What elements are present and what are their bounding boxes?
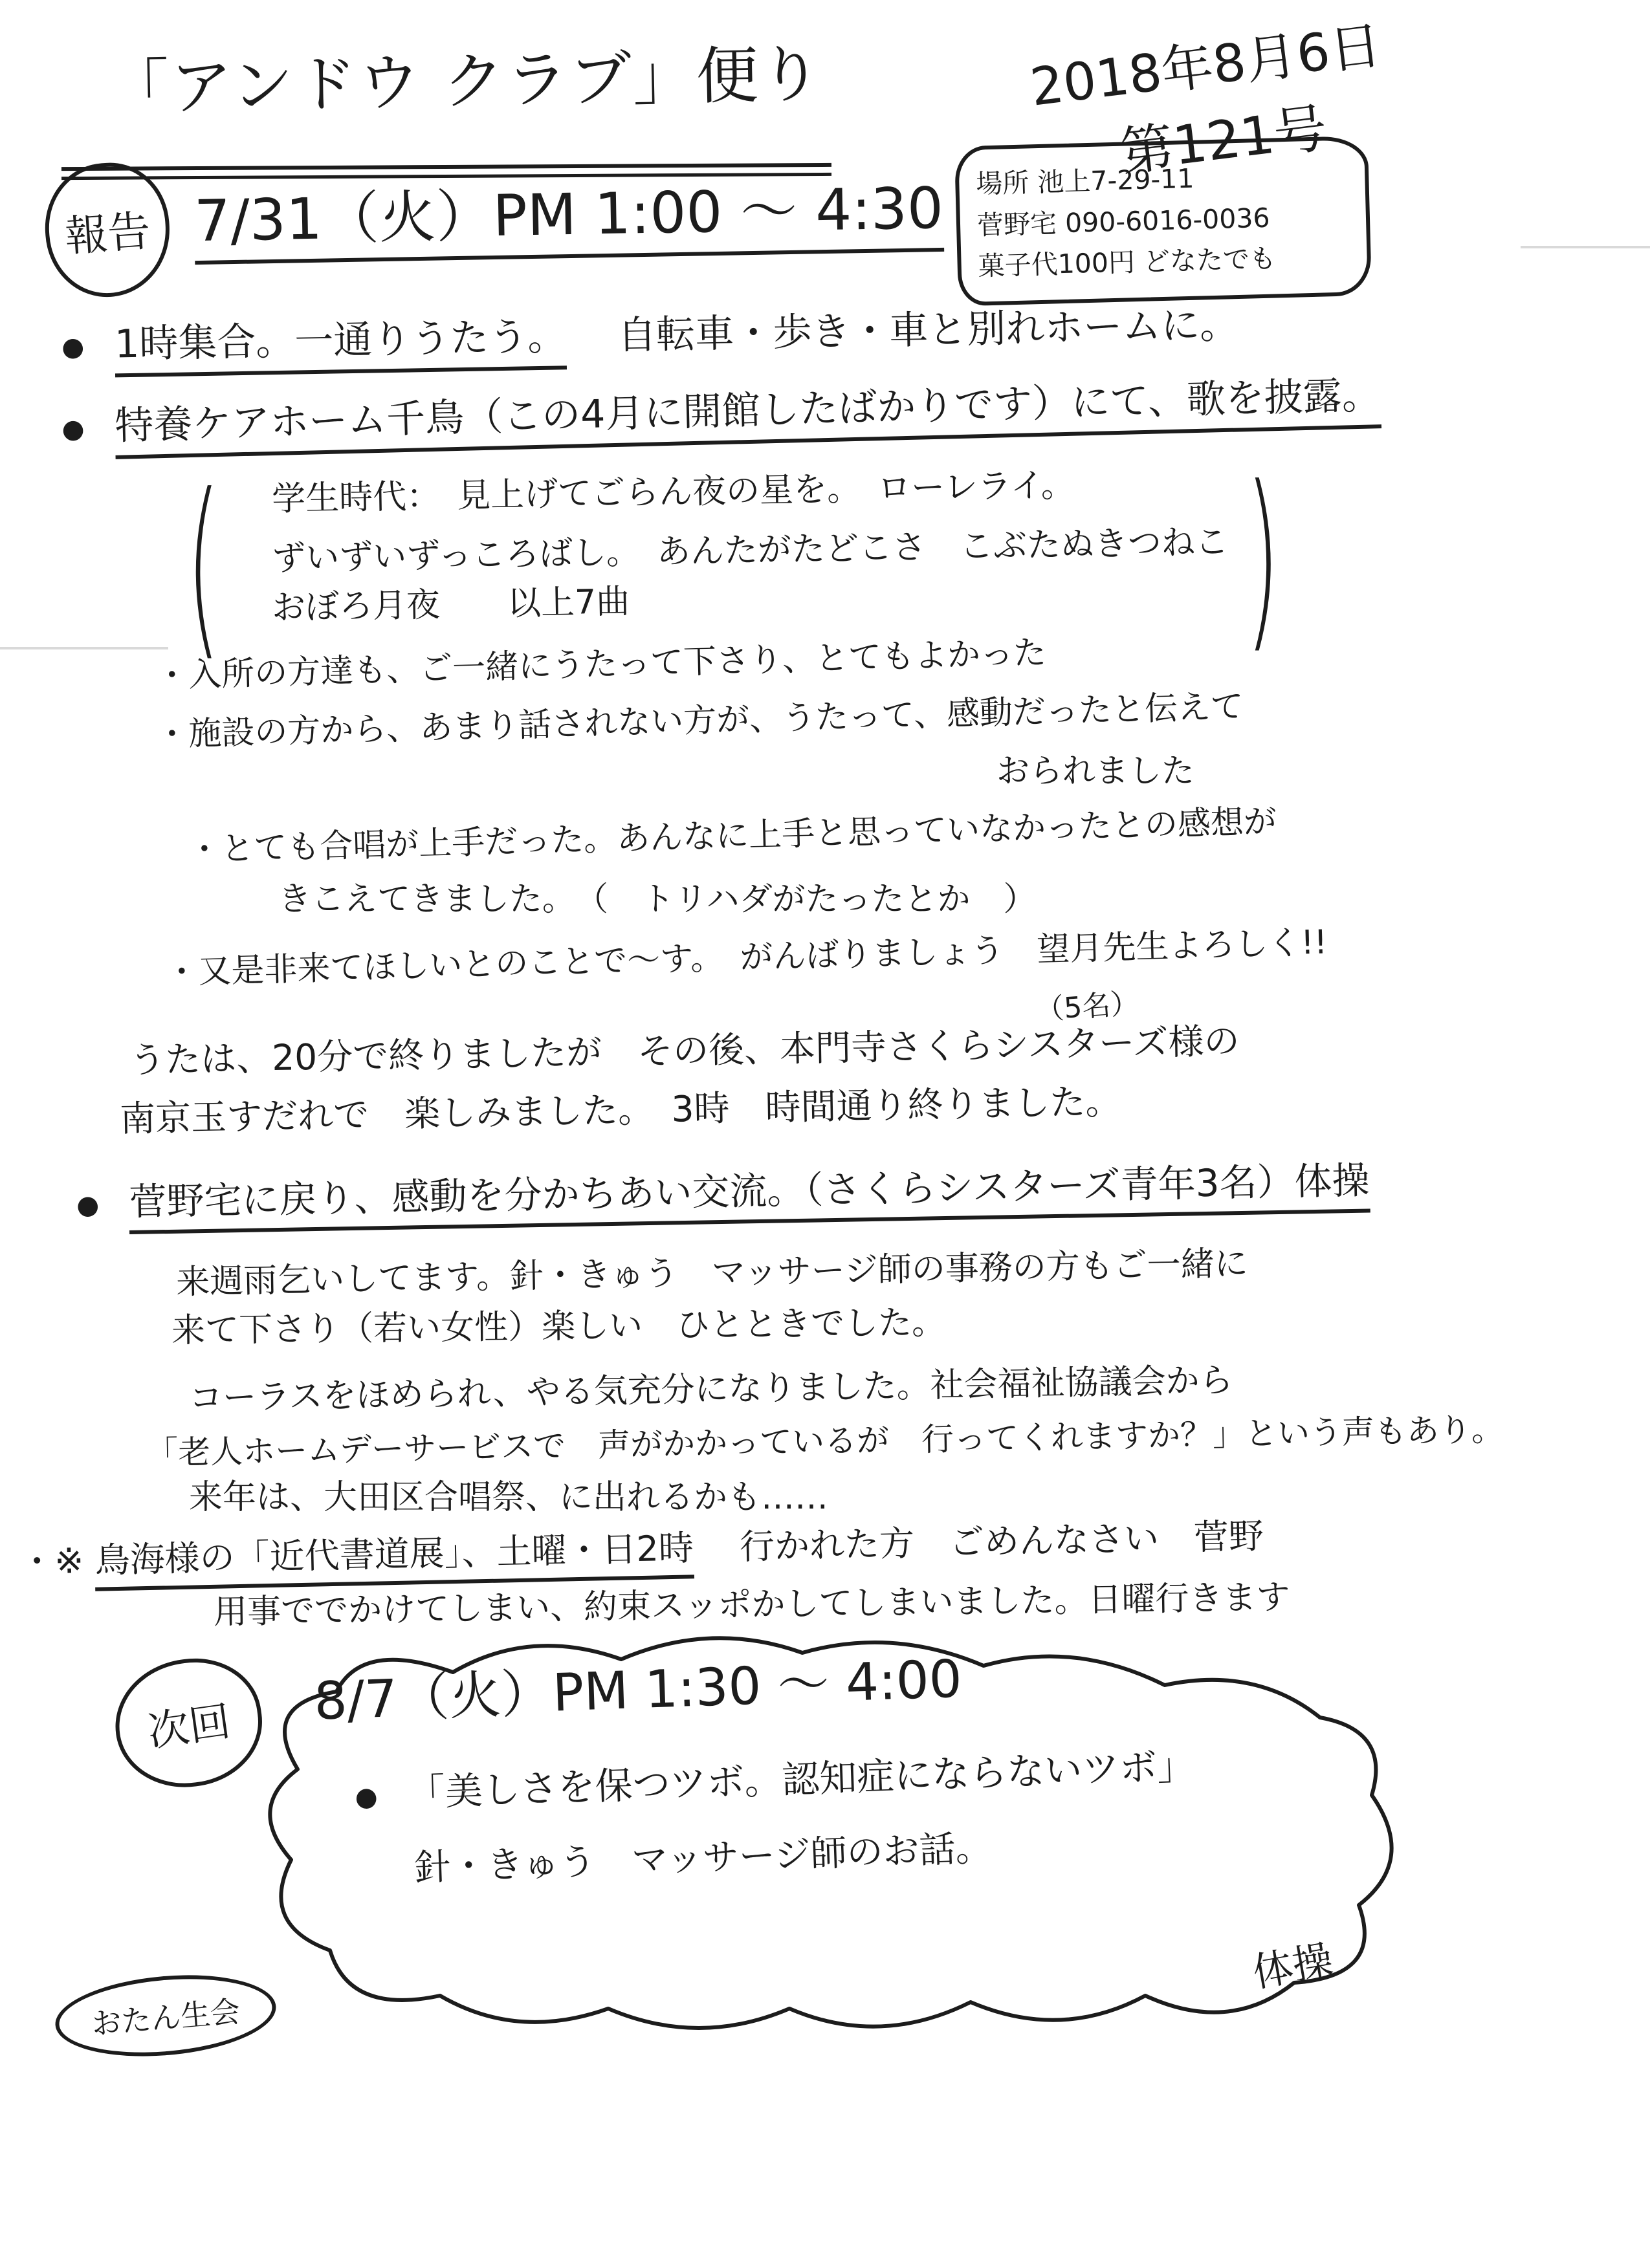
next-meeting-speaker: 針・きゅう マッサージ師のお話。 xyxy=(413,1827,993,1890)
bullet-dot-icon: ● xyxy=(61,332,85,363)
bullet-item-2 xyxy=(61,364,1381,452)
notice-marker: ・※ xyxy=(19,1540,85,1583)
song-list-line2: ずいずいずっころばし。 あんたがたどこさ こぶたぬきつねこ xyxy=(271,523,1229,578)
big-paren-open: ( xyxy=(186,453,221,679)
next-meeting-datetime: 8/7（火）PM 1:30 〜 4:00 xyxy=(313,1648,963,1732)
report-datetime: 7/31（火）PM 1:00 〜 4:30 xyxy=(193,163,944,257)
bullet-dot-icon: ● xyxy=(354,1782,379,1813)
feedback-item-3: ・とても合唱が上手だった。あんなに上手と思っていなかったとの感想が xyxy=(187,802,1277,870)
bullet-item-1 xyxy=(61,294,1238,370)
notice-line2: 用事ででかけてしまい、約束スッポかしてしまいました。日曜行きます xyxy=(213,1578,1290,1632)
song-list-line1: 学生時代： 見上げてごらん夜の星を。 ローレライ。 xyxy=(271,466,1075,519)
bullet1-underlined: 1時集合。一通りうたう。 xyxy=(115,314,567,377)
big-paren-close: ) xyxy=(1246,445,1280,671)
next-meeting-exercise: 体操 xyxy=(1249,1935,1337,1997)
report-label: 報告 xyxy=(63,206,152,262)
dot-icon: ・ xyxy=(155,656,190,696)
summary-line1: うたは、20分で終りましたが その後、本門寺さくらシスターズ様の xyxy=(129,1020,1240,1081)
info-box xyxy=(954,136,1372,306)
scan-smudge xyxy=(0,647,168,649)
bullet1-rest: 自転車・歩き・車と別れホームに。 xyxy=(578,302,1239,359)
feedback-item-4: ・又是非来てほしいとのことで〜す。 がんばりましょう 望月先生よろしく!! xyxy=(164,923,1328,992)
paragraph2-line3: 来年は、大田区合唱祭、に出れるかも…… xyxy=(189,1478,829,1517)
report-label-circle xyxy=(41,159,174,301)
feedback-item-3-cont: きこえてきました。 （ トリハダがたったとか ） xyxy=(278,880,1037,919)
next-meeting-topic: ● 「美しさを保つツボ。認知症にならないツボ」 xyxy=(354,1743,1196,1815)
feedback-item-1: ・入所の方達も、ご一緒にうたって下さり、とてもよかった xyxy=(155,633,1047,696)
dot-icon: ・ xyxy=(187,830,222,870)
bullet3-text: 菅野宅に戻り、感動を分かちあい交流。（さくらシスターズ青年3名）体操 xyxy=(129,1159,1370,1234)
feedback-item-2-cont: おられました xyxy=(996,752,1195,791)
notice-underlined: 鳥海様の「近代書道展」、土曜・日2時 xyxy=(94,1527,694,1591)
issue-date: 2018年8月6日 xyxy=(1027,15,1385,118)
paragraph1-line1: 来週雨乞いしてます。針・きゅう マッサージ師の事務の方もご一緒に xyxy=(175,1244,1249,1302)
info-fee: 菓子代100円 どなたでも xyxy=(978,243,1277,282)
summary-line2: 南京玉すだれで 楽しみました。 3時 時間通り終りました。 xyxy=(119,1080,1122,1140)
paragraph2-line2: 「老人ホームデーサービスで 声がかかっているが 行ってくれますか？」という声もあり。 xyxy=(145,1410,1504,1472)
bullet-dot-icon: ● xyxy=(76,1190,100,1221)
bullet-dot-icon: ● xyxy=(61,414,85,445)
info-location: 場所 池上7-29-11 xyxy=(975,162,1194,200)
bullet2-text: 特養ケアホーム千鳥（この4月に開館したばかりです）にて、歌を披露。 xyxy=(115,373,1382,459)
feedback-item-2: ・施設の方から、あまり話されない方が、うたって、感動だったと伝えて xyxy=(155,687,1244,755)
notice-rest: 行かれた方 ごめんなさい 菅野 xyxy=(704,1515,1264,1568)
paragraph2-line1: コーラスをほめられ、やる気充分になりました。社会福祉協議会から xyxy=(188,1360,1234,1419)
next-meeting-label: 次回 xyxy=(144,1697,234,1756)
bullet-item-3 xyxy=(76,1150,1370,1227)
paragraph1-line2: 来て下さり（若い女性）楽しい ひとときでした。 xyxy=(171,1303,946,1351)
dot-icon: ・ xyxy=(164,953,199,992)
dot-icon: ・ xyxy=(155,715,190,755)
info-phone: 菅野宅 090-6016-0036 xyxy=(976,202,1271,241)
page-title: 「アンドウ クラブ」便り xyxy=(106,38,824,125)
member-count-note: （5名） xyxy=(1034,987,1140,1027)
scan-smudge xyxy=(1521,246,1650,248)
issue-number: 第121号 xyxy=(1117,97,1330,184)
song-list-line3: おぼろ月夜 以上7曲 xyxy=(271,582,630,627)
birthday-party-label: おたん生会 xyxy=(90,1994,242,2042)
